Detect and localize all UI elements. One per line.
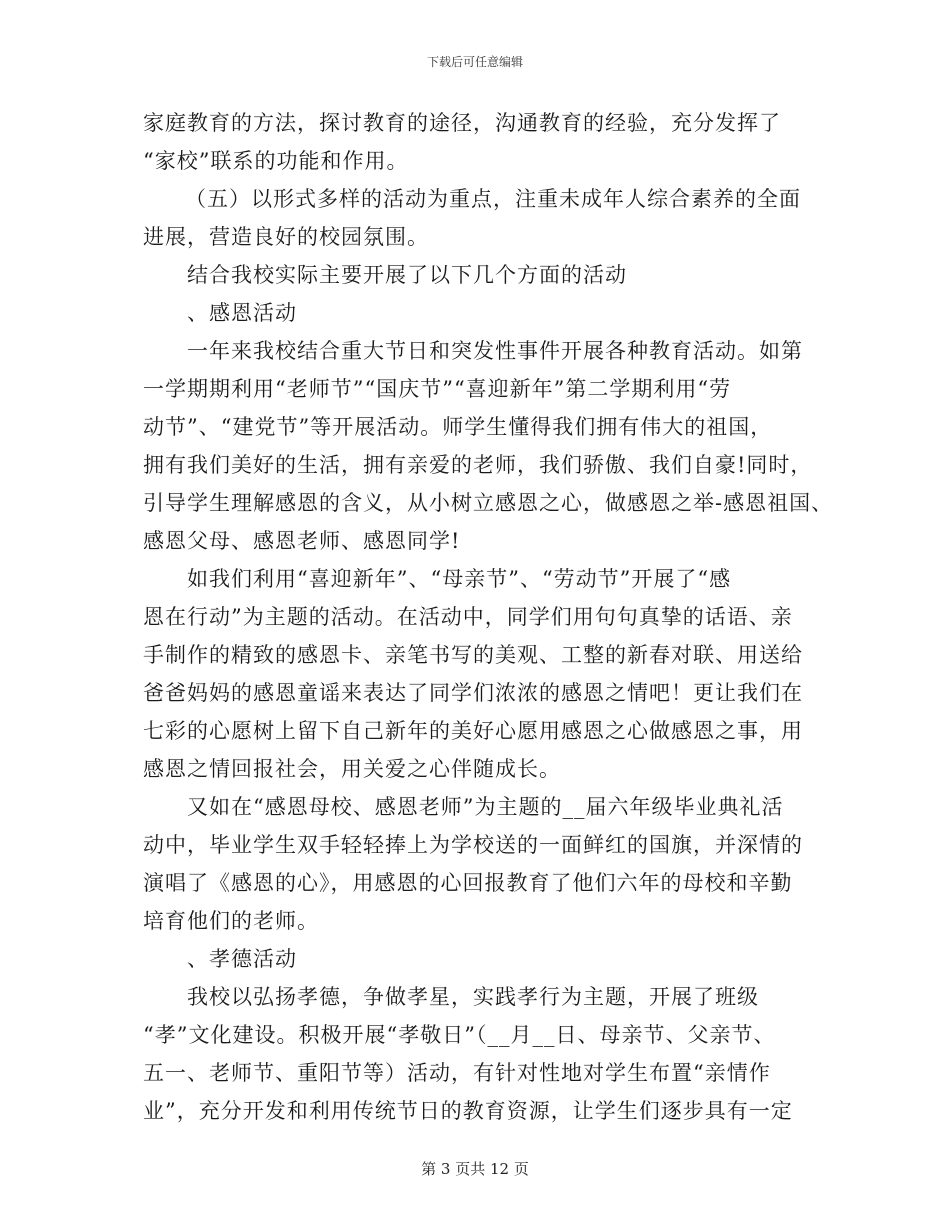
text-line: 动节”、“建党节”等开展活动。师学生懂得我们拥有伟大的祖国， xyxy=(143,415,773,439)
text-line: （五）以形式多样的活动为重点，注重未成年人综合素养的全面 xyxy=(185,187,801,211)
text-line: 五一、老师节、重阳节等）活动，有针对性地对学生布置“亲情作 xyxy=(143,1061,771,1085)
text-line: 我校以弘扬孝德，争做孝星，实践孝行为主题，开展了班级 xyxy=(187,985,759,1009)
text-line: 进展，营造良好的校园氛围。 xyxy=(143,225,429,249)
text-line: 拥有我们美好的生活，拥有亲爱的老师，我们骄傲、我们自豪!同时， xyxy=(143,453,813,477)
page-header: 下载后可任意编辑 xyxy=(426,55,523,69)
text-line: 一学期期利用“老师节”“国庆节”“喜迎新年”第二学期利用“劳 xyxy=(143,377,732,401)
text-line: 如我们利用“喜迎新年”、“母亲节”、“劳动节”开展了“感 xyxy=(187,567,732,591)
document-body xyxy=(143,104,834,1130)
text-line: 演唱了《感恩的心》，用感恩的心回报教育了他们六年的母校和辛勤 xyxy=(143,871,793,895)
text-line: 七彩的心愿树上留下自己新年的美好心愿用感恩之心做感恩之事，用 xyxy=(143,719,803,743)
text-line: 爸爸妈妈的感恩童谣来表达了同学们浓浓的感恩之情吧！更让我们在 xyxy=(143,681,803,705)
text-line: 恩在行动”为主题的活动。在活动中，同学们用句句真挚的话语、亲 xyxy=(143,605,793,629)
text-line: “孝”文化建设。积极开展“孝敬日”（__月__日、母亲节、父亲节、 xyxy=(143,1023,776,1047)
text-line: 感恩父母、感恩老师、感恩同学! xyxy=(143,529,461,553)
text-line: 、感恩活动 xyxy=(187,301,297,325)
text-line: 引导学生理解感恩的含义，从小树立感恩之心，做感恩之举-感恩祖国、 xyxy=(143,491,834,515)
text-line: 业”，充分开发和利用传统节日的教育资源，让学生们逐步具有一定 xyxy=(143,1099,793,1123)
text-line: 手制作的精致的感恩卡、亲笔书写的美观、工整的新春对联、用送给 xyxy=(143,643,803,667)
page-footer: 第 3 页共 12 页 xyxy=(421,1160,529,1178)
text-line: 、孝德活动 xyxy=(187,947,297,971)
text-line: “家校”联系的功能和作用。 xyxy=(143,149,409,173)
text-line: 结合我校实际主要开展了以下几个方面的活动 xyxy=(187,263,627,287)
text-line: 感恩之情回报社会，用关爱之心伴随成长。 xyxy=(143,757,561,781)
text-line: 一年来我校结合重大节日和突发性事件开展各种教育活动。如第 xyxy=(187,339,803,363)
text-line: 培育他们的老师。 xyxy=(143,909,319,933)
text-line: 又如在“感恩母校、感恩老师”为主题的__届六年级毕业典礼活 xyxy=(187,795,784,819)
text-line: 动中，毕业学生双手轻轻捧上为学校送的一面鲜红的国旗，并深情的 xyxy=(143,833,803,857)
text-line: 家庭教育的方法，探讨教育的途径，沟通教育的经验，充分发挥了 xyxy=(143,111,781,135)
